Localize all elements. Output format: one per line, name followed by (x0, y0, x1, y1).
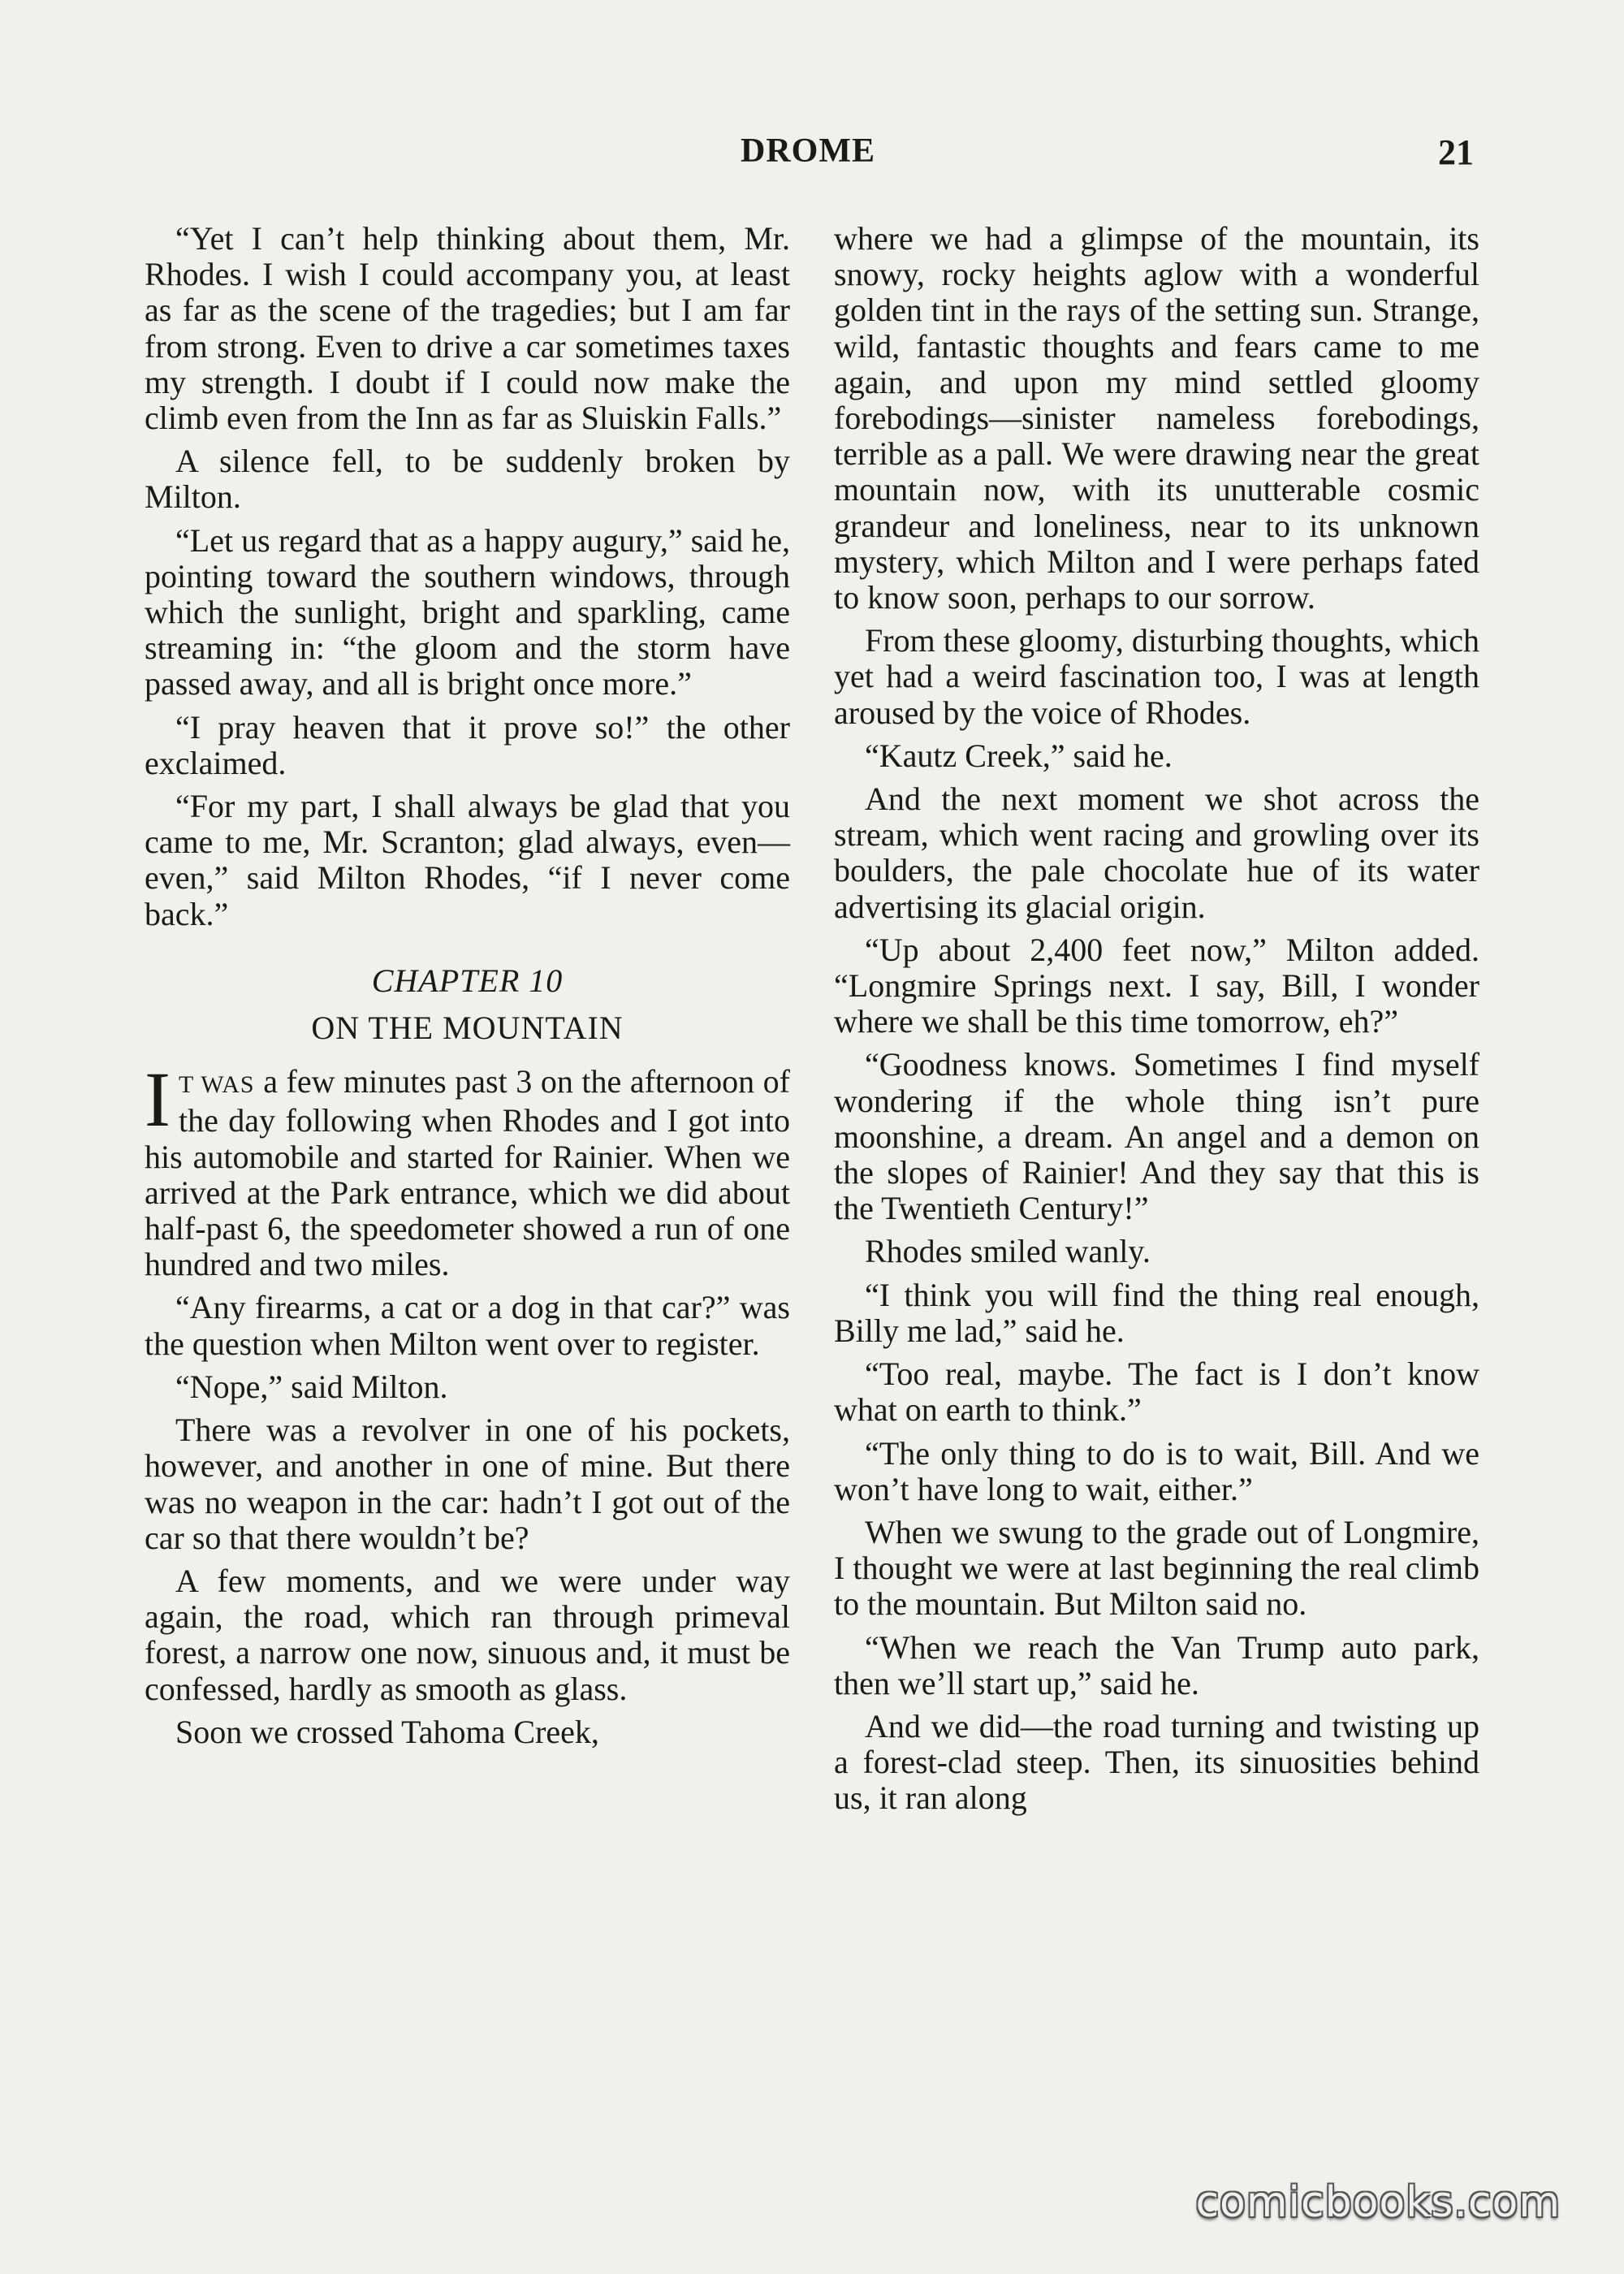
paragraph: Soon we crossed Tahoma Creek, (175, 1713, 599, 1750)
paragraph: And the next moment we shot across the stream, which went racing and growling over its boulders, the pale chocolate hue of its water advertising its glacial origin. (834, 780, 1479, 925)
paragraph: “Up about 2,400 feet now,” Milton added. “Longmire Springs next. I say, Bill, I wonder where we shall be this time tomorrow, eh?” (834, 931, 1479, 1040)
paragraph: “Kautz Creek,” said he. (865, 737, 1173, 774)
running-title: DROME (741, 132, 875, 170)
paragraph: “When we reach the Van Trump auto park, then we’ll start up,” said he. (834, 1628, 1479, 1701)
right-column (834, 221, 1479, 1824)
opening-smallcaps: T WAS (178, 1071, 255, 1099)
chapter-label: CHAPTER 10 (371, 962, 564, 999)
paragraph: where we had a glimpse of the mountain, its snowy, rocky heights aglow with a wonderful golden tint in the rays of the setting sun. Strange, wild, fantastic thoughts and fears came to me again, and upon my mind settled gloomy forebodings—sinister nameless forebodings, terrible as a pall. We were drawing near the great mountain now, with its unutterable cosmic grandeur and loneliness, near to its unknown mystery, which Milton and I were perhaps fated to know soon, perhaps to our sorrow. (834, 220, 1479, 616)
chapter-title: ON THE MOUNTAIN (311, 1009, 624, 1047)
paragraph: There was a revolver in one of his pockets, however, and another in one of mine. But there was no weapon in the car: hadn’t I got out of the car so that there wouldn’t be? (145, 1412, 790, 1556)
paragraph: A few moments, and we were under way again, the road, which ran through primeval forest, a narrow one now, sinuous and, it must be confessed, hardly as smooth as glass. (145, 1562, 790, 1707)
paragraph: “Nope,” said Milton. (175, 1368, 448, 1405)
paragraph: And we did—the road turning and twisting up a forest-clad steep. Then, its sinuosities behind us, it ran along (834, 1707, 1479, 1817)
paragraph: “Goodness knows. Sometimes I find myself wondering if the whole thing isn’t pure moonshine, a dream. An angel and a demon on the slopes of Rainier! And they say that this is the Twentieth Century!” (834, 1046, 1479, 1227)
opening-text: a few minutes past 3 on the afternoon of the day following when Rhodes and I got into his automobile and started for Rainier. When we arrived at the Park entrance, which we did about half-past 6, the speedometer showed a run of one hundred and two miles. (145, 1063, 790, 1283)
chapter-opening-paragraph (145, 1056, 790, 1283)
paragraph: “Any firearms, a cat or a dog in that car?” was the question when Milton went over to register. (145, 1289, 790, 1362)
paragraph: “The only thing to do is to wait, Bill. And we won’t have long to wait, either.” (834, 1434, 1479, 1507)
paragraph: “Let us regard that as a happy augury,” said he, pointing toward the southern windows, through which the sunlight, bright and sparkling, came streaming in: “the gloom and the storm have passed away, and all is bright once more.” (145, 521, 790, 703)
drop-cap: I (145, 1056, 171, 1143)
paragraph: “I think you will find the thing real enough, Billy me lad,” said he. (834, 1276, 1479, 1349)
paragraph: Rhodes smiled wanly. (865, 1233, 1151, 1270)
paragraph: “Too real, maybe. The fact is I don’t know what on earth to think.” (834, 1355, 1479, 1429)
paragraph: A silence fell, to be suddenly broken by Milton. (145, 443, 790, 516)
paragraph: “Yet I can’t help thinking about them, Mr. Rhodes. I wish I could accompany you, at least as far as the scene of the tragedies; but I am far from strong. Even to drive a car sometimes taxes my strength. I doubt if I could now make the climb even from the Inn as far as Sluiskin Falls.” (145, 220, 790, 437)
left-column (145, 221, 790, 1757)
paragraph: When we swung to the grade out of Longmire, I thought we were at last beginning the real climb to the mountain. But Milton said no. (834, 1513, 1479, 1623)
paragraph: From these gloomy, disturbing thoughts, which yet had a weird fascination too, I was at length aroused by the voice of Rhodes. (834, 622, 1479, 731)
page-header (142, 132, 1474, 180)
paragraph: “I pray heaven that it prove so!” the other exclaimed. (145, 708, 790, 781)
paragraph: “For my part, I shall always be glad that you came to me, Mr. Scranton; glad always, even—even,” said Milton Rhodes, “if I never come back.” (145, 788, 790, 932)
watermark: comicbooks.com (1195, 2178, 1561, 2227)
page-number: 21 (1438, 132, 1474, 172)
